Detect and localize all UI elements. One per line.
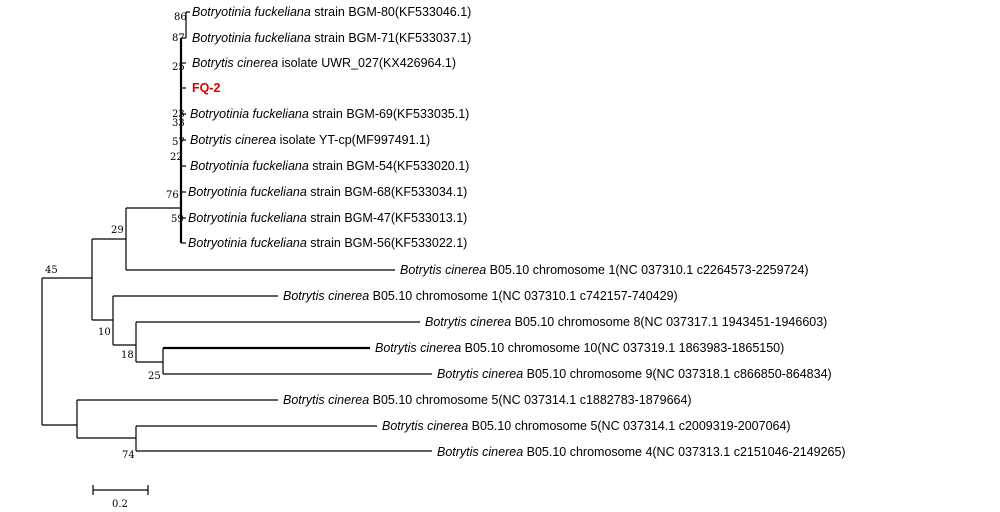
- bootstrap-value: 74: [122, 450, 135, 461]
- taxon-labels: [188, 5, 846, 459]
- taxon-label: Botrytis cinerea B05.10 chromosome 1(NC 037310.1 c742157-740429): [283, 289, 678, 303]
- bootstrap-values: [45, 12, 187, 461]
- taxon-label: Botryotinia fuckeliana strain BGM-54(KF533020.1): [190, 159, 470, 173]
- bootstrap-value: 25: [172, 62, 185, 73]
- bootstrap-value: 86: [174, 12, 187, 23]
- taxon-label: Botrytis cinerea B05.10 chromosome 5(NC 037314.1 c1882783-1879664): [283, 393, 692, 407]
- taxon-label: Botryotinia fuckeliana strain BGM-69(KF533035.1): [190, 107, 470, 121]
- bootstrap-value: 10: [98, 327, 111, 338]
- bootstrap-value: 57: [172, 137, 185, 148]
- taxon-label: Botryotinia fuckeliana strain BGM-80(KF533046.1): [192, 5, 472, 19]
- bootstrap-value: 25: [148, 371, 161, 382]
- bootstrap-value: 29: [111, 225, 124, 236]
- taxon-label: Botrytis cinerea B05.10 chromosome 10(NC 037319.1 1863983-1865150): [375, 341, 785, 355]
- taxon-label: Botrytis cinerea isolate UWR_027(KX426964.1): [192, 56, 457, 70]
- taxon-label: Botryotinia fuckeliana strain BGM-56(KF533022.1): [188, 236, 468, 250]
- bootstrap-value: 59: [171, 214, 184, 225]
- tree-branches: [42, 12, 432, 451]
- taxon-label: Botrytis cinerea B05.10 chromosome 4(NC 037313.1 c2151046-2149265): [437, 445, 846, 459]
- scale-bar: [93, 485, 148, 510]
- scale-bar-label: 0.2: [112, 499, 128, 510]
- taxon-label: Botrytis cinerea B05.10 chromosome 1(NC 037310.1 c2264573-2259724): [400, 263, 809, 277]
- taxon-label: Botrytis cinerea B05.10 chromosome 8(NC 037317.1 1943451-1946603): [425, 315, 828, 329]
- taxon-label: Botryotinia fuckeliana strain BGM-68(KF533034.1): [188, 185, 468, 199]
- taxon-label: Botrytis cinerea B05.10 chromosome 5(NC 037314.1 c2009319-2007064): [382, 419, 791, 433]
- bootstrap-value: 76: [166, 190, 179, 201]
- bootstrap-value: 23: [172, 109, 185, 120]
- bootstrap-value: 22: [170, 152, 183, 163]
- bootstrap-value: 45: [45, 265, 58, 276]
- taxon-label-highlight: FQ-2: [192, 81, 221, 95]
- bootstrap-value: 33: [172, 118, 185, 129]
- taxon-label: Botryotinia fuckeliana strain BGM-47(KF533013.1): [188, 211, 468, 225]
- taxon-label: Botrytis cinerea B05.10 chromosome 9(NC 037318.1 c866850-864834): [437, 367, 832, 381]
- taxon-label: Botryotinia fuckeliana strain BGM-71(KF533037.1): [192, 31, 472, 45]
- bootstrap-value: 18: [121, 350, 134, 361]
- bootstrap-value: 87: [172, 33, 185, 44]
- taxon-label: Botrytis cinerea isolate YT-cp(MF997491.1): [190, 133, 431, 147]
